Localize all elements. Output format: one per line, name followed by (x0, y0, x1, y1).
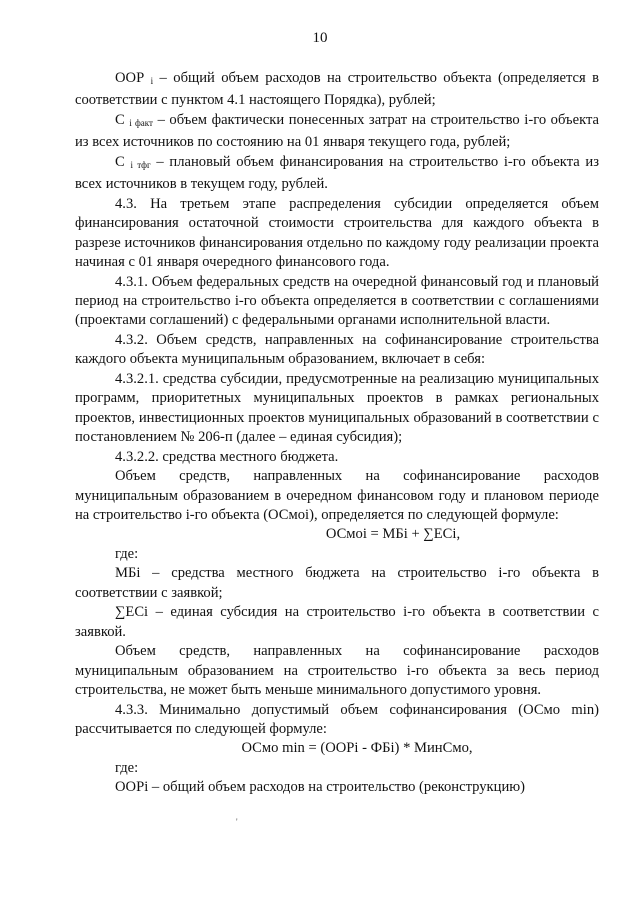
c-tfg-definition-text: – плановый объем финансирования на строительство i-го объекта из всех источников в текущем году, рублей. (75, 153, 599, 193)
term-c-tfg-subscript: i тфг (130, 159, 151, 170)
paragraph-4-3: 4.3. На третьем этапе распределения субсидии определяется объем финансирования остаточной стоимости строительства для каждого объекта в разрезе источников финансирования отдельно по каждому году реализации проекта начиная с 01 января очередного финансового года. (75, 195, 599, 271)
paragraph-4-3-3: 4.3.3. Минимально допустимый объем софинансирования (ОСмо min) рассчитывается по следующей формуле: (75, 701, 599, 737)
where-label: где: (115, 545, 139, 562)
term-c-fact-subscript: i факт (129, 117, 153, 128)
paragraph-4-3-2-2: 4.3.2.2. средства местного бюджета. (115, 448, 339, 465)
oor-definition-text: – общий объем расходов на строительство объекта (определяется в соответствии с пунктом 4.1 настоящего Порядка), рублей; (75, 70, 599, 109)
formula-osmo: ОСмоi = МБi + ∑ЕСi, (325, 526, 461, 543)
paragraph-4-3-2: 4.3.2. Объем средств, направленных на софинансирование строительства каждого объекта муниципальным образованием, включает в себя: (75, 331, 599, 368)
term-oor-subscript: i (150, 76, 154, 86)
paragraph-min-level: Объем средств, направленных на софинансирование расходов муниципальным образованием на строительство i-го объекта за весь период строительства, не может быть меньше минимального допустимого уровня. (75, 643, 599, 699)
paragraph-4-3-1: 4.3.1. Объем федеральных средств на очередной финансовый год и плановый период на строительство i-го объекта определяется в соответствии с соглашениями (проектами соглашений) с федеральными органами исполнительной власти. (75, 273, 599, 329)
formula-osmo-min: ОСмо min = (ООРi - ФБi) * МинСмо, (241, 740, 473, 757)
term-oor: ООР (115, 70, 145, 86)
document-body (75, 69, 599, 798)
paragraph-es-definition: ∑ЕСi – единая субсидия на строительство i-го объекта в соответствии с заявкой. (75, 604, 599, 640)
page-number: 10 (312, 30, 328, 46)
term-c-tfg: С (115, 153, 125, 170)
term-c-fact: С (115, 111, 125, 128)
where-label-2: где: (115, 759, 139, 776)
paragraph-cofinancing-volume: Объем средств, направленных на софинансирование расходов муниципальным образованием в очередном финансовом году и плановом периоде на строительство i-го объекта (ОСмоi), определяется по следующей формуле: (75, 468, 599, 523)
paragraph-c-fact-definition (75, 111, 599, 153)
paragraph-c-tfg-definition (75, 153, 599, 195)
stray-mark: ' (236, 817, 238, 827)
paragraph-mb-definition: МБi – средства местного бюджета на строительство i-го объекта в соответствии с заявкой; (75, 565, 599, 601)
paragraph-oori-definition: ООРi – общий объем расходов на строительство (реконструкцию) (115, 779, 526, 796)
c-fact-definition-text: – объем фактически понесенных затрат на строительство i-го объекта из всех источников по состоянию на 01 января текущего года, рублей; (75, 111, 599, 151)
paragraph-oor-definition (75, 69, 599, 111)
paragraph-4-3-2-1: 4.3.2.1. средства субсидии, предусмотренные на реализацию муниципальных программ, приоритетных муниципальных проектов в рамках региональных проектов, инвестиционных проектов муниципальных образований в соответствии с постановлением № 206-п (далее – единая субсидия); (75, 370, 599, 446)
